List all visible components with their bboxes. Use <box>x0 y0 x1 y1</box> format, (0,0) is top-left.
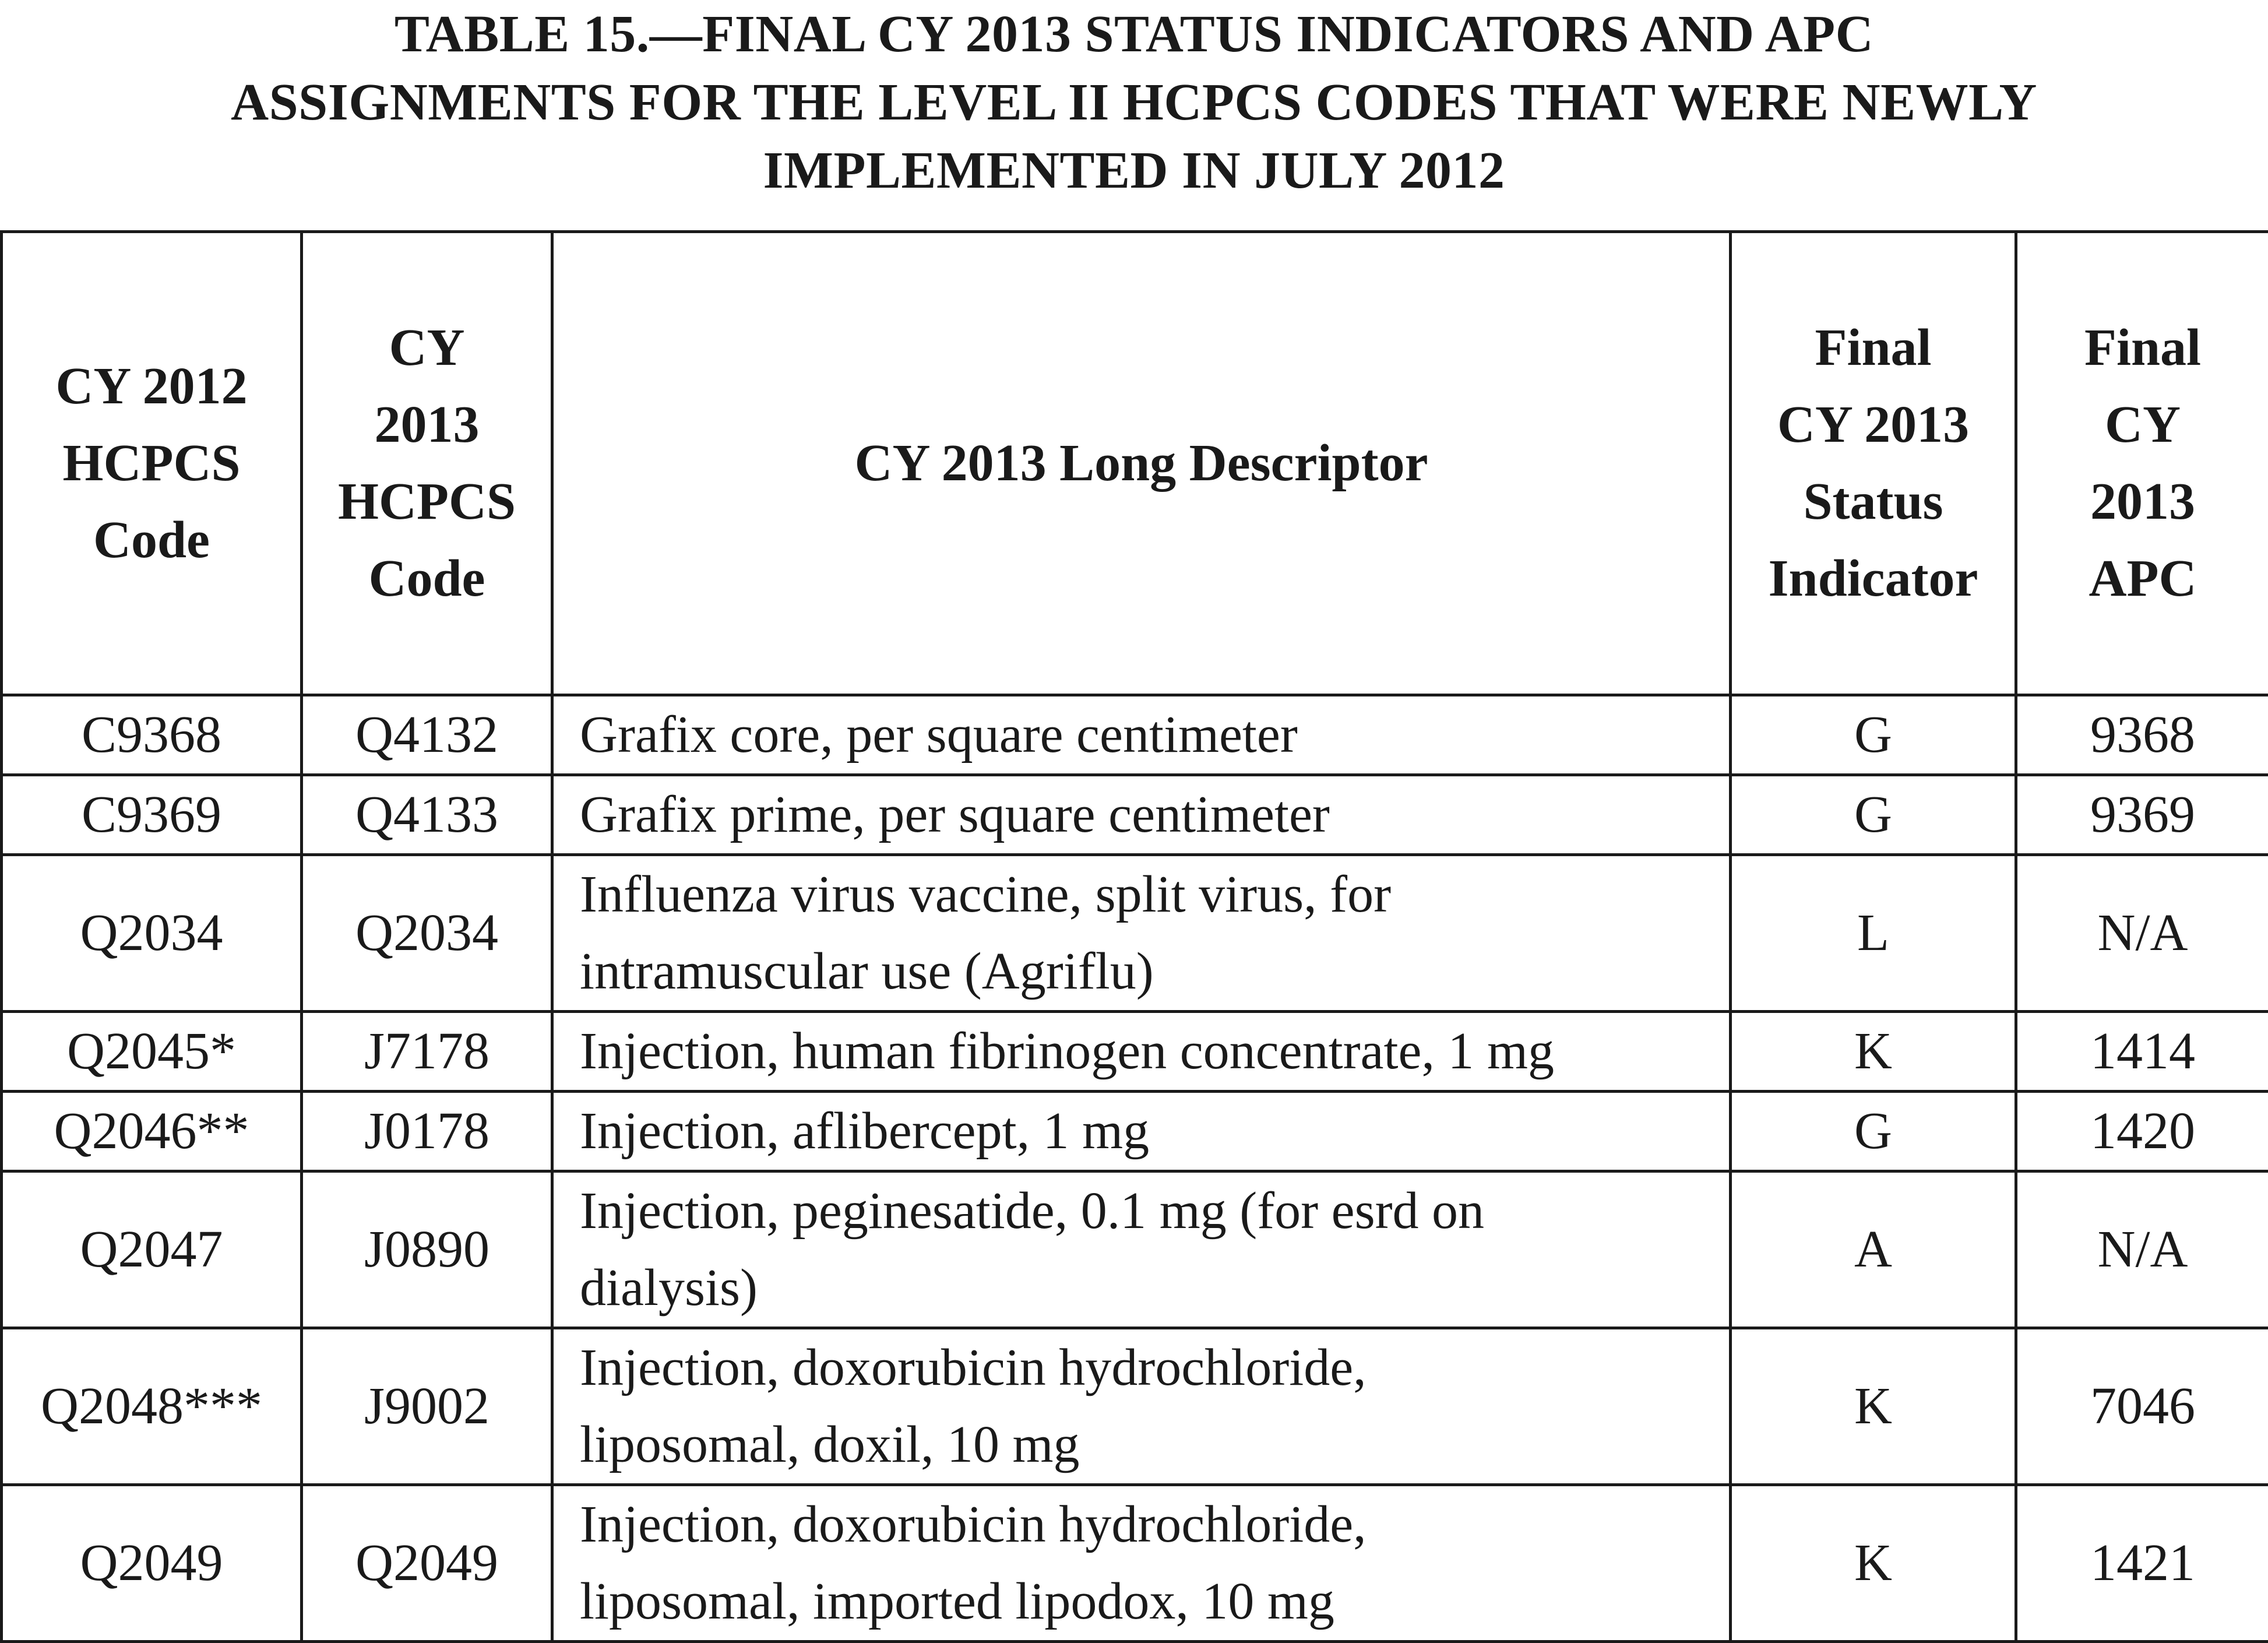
cy2013-code-cell: Q4133 <box>302 775 552 855</box>
descriptor-line: Injection, human fibrinogen concentrate, 1 mg <box>580 1022 1554 1080</box>
descriptor-line: Injection, peginesatide, 0.1 mg (for esrd on <box>580 1182 1484 1240</box>
table-row <box>2 1485 2268 1642</box>
header-line: HCPCS <box>3 425 300 502</box>
status-cell: L <box>1731 855 2016 1012</box>
apc-cell: 9369 <box>2016 775 2268 855</box>
descriptor-line: dialysis) <box>580 1259 758 1317</box>
cy2012-code-cell: Q2049 <box>2 1485 302 1642</box>
header-long-descriptor <box>552 232 1731 695</box>
status-cell: G <box>1731 775 2016 855</box>
header-line: CY <box>2017 386 2268 463</box>
header-line: CY 2013 <box>1732 386 2015 463</box>
descriptor-line: Injection, doxorubicin hydrochloride, <box>580 1496 1367 1553</box>
header-line: CY <box>303 309 551 386</box>
header-line: CY 2013 Long Descriptor <box>554 425 1729 502</box>
table-row <box>2 1092 2268 1171</box>
cy2013-code-cell: J0178 <box>302 1092 552 1171</box>
header-line: APC <box>2017 540 2268 617</box>
cy2013-code-cell: Q2034 <box>302 855 552 1012</box>
table-title <box>0 0 2268 205</box>
descriptor-line: Influenza virus vaccine, split virus, for <box>580 866 1391 923</box>
apc-cell: N/A <box>2016 855 2268 1012</box>
descriptor-line: liposomal, imported lipodox, 10 mg <box>580 1572 1334 1630</box>
hcpcs-table <box>0 230 2268 1643</box>
header-line: Code <box>303 540 551 617</box>
table-row <box>2 695 2268 775</box>
header-line: Final <box>2017 309 2268 386</box>
status-cell: K <box>1731 1485 2016 1642</box>
header-line: HCPCS <box>303 463 551 540</box>
status-cell: K <box>1731 1328 2016 1485</box>
header-line: Indicator <box>1732 540 2015 617</box>
descriptor-line: Grafix core, per square centimeter <box>580 706 1298 764</box>
status-cell: K <box>1731 1012 2016 1092</box>
cy2013-code-cell: J9002 <box>302 1328 552 1485</box>
header-line: CY 2012 <box>3 348 300 425</box>
table-row <box>2 1012 2268 1092</box>
cy2012-code-cell: Q2045* <box>2 1012 302 1092</box>
table-row <box>2 1328 2268 1485</box>
header-cy2013-code <box>302 232 552 695</box>
cy2012-code-cell: C9369 <box>2 775 302 855</box>
descriptor-cell <box>552 855 1731 1012</box>
header-line: Status <box>1732 463 2015 540</box>
descriptor-cell <box>552 1328 1731 1485</box>
table-row <box>2 775 2268 855</box>
cy2012-code-cell: C9368 <box>2 695 302 775</box>
apc-cell: 1420 <box>2016 1092 2268 1171</box>
apc-cell: 9368 <box>2016 695 2268 775</box>
cy2013-code-cell: Q4132 <box>302 695 552 775</box>
title-line: ASSIGNMENTS FOR THE LEVEL II HCPCS CODES THAT WERE NEWLY <box>0 68 2268 136</box>
descriptor-cell <box>552 1485 1731 1642</box>
title-line: IMPLEMENTED IN JULY 2012 <box>0 136 2268 205</box>
status-cell: A <box>1731 1171 2016 1328</box>
descriptor-cell <box>552 695 1731 775</box>
cy2013-code-cell: J0890 <box>302 1171 552 1328</box>
header-apc <box>2016 232 2268 695</box>
table-row <box>2 1171 2268 1328</box>
title-line: TABLE 15.—FINAL CY 2013 STATUS INDICATORS AND APC <box>0 0 2268 68</box>
apc-cell: N/A <box>2016 1171 2268 1328</box>
header-cy2012-code <box>2 232 302 695</box>
descriptor-line: Injection, aflibercept, 1 mg <box>580 1102 1149 1160</box>
cy2012-code-cell: Q2048*** <box>2 1328 302 1485</box>
cy2012-code-cell: Q2047 <box>2 1171 302 1328</box>
header-line: Final <box>1732 309 2015 386</box>
apc-cell: 7046 <box>2016 1328 2268 1485</box>
table-row <box>2 855 2268 1012</box>
cy2012-code-cell: Q2034 <box>2 855 302 1012</box>
header-line: 2013 <box>303 386 551 463</box>
status-cell: G <box>1731 1092 2016 1171</box>
descriptor-cell <box>552 1012 1731 1092</box>
cy2013-code-cell: Q2049 <box>302 1485 552 1642</box>
descriptor-line: intramuscular use (Agriflu) <box>580 942 1154 1000</box>
descriptor-cell <box>552 1092 1731 1171</box>
cy2012-code-cell: Q2046** <box>2 1092 302 1171</box>
descriptor-line: Grafix prime, per square centimeter <box>580 786 1330 843</box>
header-line: Code <box>3 502 300 579</box>
descriptor-line: liposomal, doxil, 10 mg <box>580 1416 1080 1473</box>
status-cell: G <box>1731 695 2016 775</box>
descriptor-cell <box>552 775 1731 855</box>
descriptor-line: Injection, doxorubicin hydrochloride, <box>580 1339 1367 1396</box>
apc-cell: 1421 <box>2016 1485 2268 1642</box>
cy2013-code-cell: J7178 <box>302 1012 552 1092</box>
apc-cell: 1414 <box>2016 1012 2268 1092</box>
header-row <box>2 232 2268 695</box>
header-line: 2013 <box>2017 463 2268 540</box>
header-status-indicator <box>1731 232 2016 695</box>
descriptor-cell <box>552 1171 1731 1328</box>
